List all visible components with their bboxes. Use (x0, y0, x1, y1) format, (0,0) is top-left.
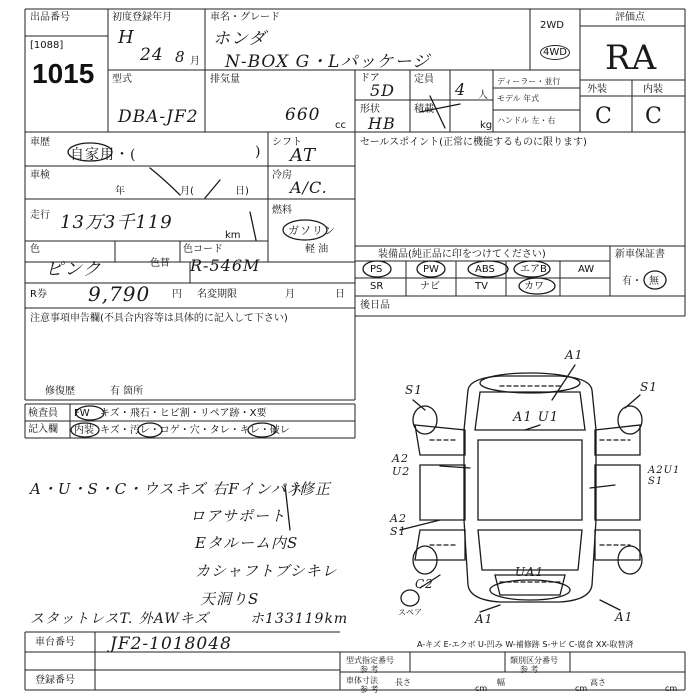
inspection-year: 年 (115, 186, 125, 197)
history-close: ) (255, 144, 262, 160)
diagram-legend: A-キズ E-エクボ U-凹み W-補修跡 S-サビ C-腐食 XX-取替済 (417, 640, 634, 649)
shape-value: HB (368, 114, 396, 133)
model-year-label: モデル 年式 (497, 94, 540, 103)
shape-label: 形状 (360, 104, 380, 115)
color-value: ピンク (45, 259, 102, 280)
type-approval-label: 型式指定番号 (346, 656, 394, 665)
warranty-label: 新車保証書 (615, 249, 665, 260)
type-label: 型式 (112, 74, 132, 85)
int-items: キズ・汚レ・コゲ・穴・タレ・キレ・破レ (100, 425, 290, 436)
capacity-label: 定員 (414, 74, 434, 85)
mark-ua1-roof: UA1 (515, 565, 545, 579)
height-cm: cm (665, 684, 678, 693)
dealer-label: ディーラー・並行 (497, 77, 561, 86)
name-change-month: 月 (285, 289, 295, 300)
history-value: 自家用・( (70, 147, 137, 163)
fuel-diesel: 軽 油 (305, 244, 329, 255)
recycle-value: 9,790 (88, 282, 151, 306)
recycle-unit: 円 (172, 289, 182, 300)
inspection-label: 車検 (30, 170, 50, 181)
mark-s1-tr: S1 (640, 380, 658, 394)
reg-month-unit: 月 (190, 56, 200, 67)
lot-code: [1088] (30, 40, 64, 51)
equip-sr: SR (370, 281, 384, 292)
reg-era: H (118, 27, 135, 48)
equip-tv: TV (475, 281, 488, 292)
mark-a1-top: A1 (565, 348, 584, 362)
name-label: 車名・グレード (210, 12, 280, 23)
equip-ps: PS (370, 264, 383, 275)
type-value: DBA-JF2 (118, 107, 199, 127)
exterior-label: 外装 (587, 84, 607, 95)
load-label: 積載 (414, 104, 434, 115)
grade-label: 評価点 (615, 12, 645, 23)
reg-month: 8 (175, 48, 186, 66)
note-line-4: カシャフトブシキレ (195, 562, 338, 580)
fw-items: キズ・飛石・ヒビ割・リペア跡・X要 (100, 408, 267, 419)
inspection-month: 月( (180, 186, 194, 197)
size-ref: 参 考 (360, 685, 379, 694)
aircon-value: A/C. (290, 178, 328, 197)
mark-c2: C2 (415, 577, 434, 591)
int-label: 内装 (74, 425, 94, 436)
note-line-3: Eタルーム内S (195, 534, 299, 552)
model-grade: N-BOX G・Lパッケージ (225, 52, 431, 72)
fuel-label: 燃料 (272, 205, 292, 216)
notes-label: 注意事項申告欄(不具合内容等は具体的に記入して下さい) (30, 313, 288, 324)
equip-pw: PW (423, 264, 439, 275)
warranty-yes: 有・ (622, 276, 642, 287)
reg-label: 初度登録年月 (112, 12, 172, 23)
repair-value: 有 箇所 (110, 386, 144, 397)
mark-a2u1-right: A2U1 S1 (648, 465, 681, 487)
note-line-2: ロアサポート (190, 507, 287, 525)
exterior-grade: C (595, 104, 613, 129)
mileage-label: 走行 (30, 210, 50, 221)
spare-label: スペア (398, 608, 422, 617)
recycle-label: R券 (30, 289, 47, 300)
doors-value: 5D (370, 81, 396, 100)
fuel-gas: ガソリン (288, 224, 336, 237)
maker: ホンダ (213, 29, 267, 49)
overall-grade: RA (605, 38, 658, 78)
length-cm: cm (475, 684, 488, 693)
lot-number: 1015 (32, 58, 95, 89)
rear-seat-label: 後日品 (360, 300, 390, 311)
size-label: 車体寸法 (346, 676, 378, 685)
name-change-label: 名変期限 (197, 289, 237, 300)
aircon-label: 冷房 (272, 170, 292, 181)
class-ref: 参 考 (520, 665, 539, 674)
note-line-1b: )修正 (292, 480, 331, 498)
sales-point-label: セールスポイント(正常に機能するものに限ります) (360, 137, 587, 148)
interior-label: 内装 (643, 84, 663, 95)
type-approval-ref: 参 考 (360, 665, 379, 674)
equip-kawa: カワ (524, 281, 544, 292)
width-label: 幅 (497, 678, 505, 687)
fw-label: FW (74, 408, 90, 419)
mileage-value: 13万3千119 (60, 212, 173, 233)
lot-label: 出品番号 (30, 12, 70, 23)
note-line-5: 天洞りS (200, 590, 260, 608)
mark-a2u2-left: A2 U2 (392, 452, 411, 478)
displacement-unit: cc (335, 120, 346, 131)
color-code-label: 色コード (183, 244, 223, 255)
width-cm: cm (575, 684, 588, 693)
capacity-value: 4 (455, 80, 467, 99)
load-unit: kg (480, 120, 493, 131)
reg-year: 24 (140, 45, 164, 65)
plate-label: 登録番号 (35, 675, 75, 686)
inspector-label-2: 記入欄 (28, 424, 58, 435)
chassis-value: JF2-1018048 (110, 634, 232, 654)
mark-a1-br: A1 (615, 610, 634, 624)
repair-label: 修復歴 (45, 386, 75, 397)
mark-a2-left-mid: A2 S1 (390, 512, 407, 538)
shift-value: AT (290, 145, 317, 166)
history-label: 車歴 (30, 137, 50, 148)
mark-s1-tl: S1 (405, 383, 423, 397)
color-code-value: R-546M (190, 256, 261, 275)
color-change-label: 色替 (150, 258, 170, 269)
inspector-label-1: 検査員 (28, 408, 58, 419)
drive-4wd: 4WD (540, 45, 570, 60)
equip-navi: ナビ (420, 281, 440, 292)
handle-label: ハンドル 左・右 (497, 116, 556, 125)
warranty-no: 無 (649, 276, 659, 287)
name-change-day: 日 (335, 289, 345, 300)
equip-airbag: エアB (520, 264, 547, 275)
interior-grade: C (645, 104, 663, 129)
capacity-unit: 人 (478, 90, 488, 101)
length-label: 長さ (395, 678, 411, 687)
displacement-label: 排気量 (210, 74, 240, 85)
equip-abs: ABS (475, 264, 495, 275)
equip-aw: AW (578, 264, 595, 275)
class-label: 類別区分番号 (510, 656, 558, 665)
equipment-label: 装備品(純正品に印をつけてください) (378, 249, 546, 260)
shift-label: シフト (272, 137, 302, 148)
inspection-day: 日) (235, 186, 249, 197)
doors-label: ドア (360, 73, 380, 84)
mileage-unit: km (225, 230, 241, 241)
drive-2wd: 2WD (540, 20, 564, 31)
chassis-label: 車台番号 (35, 637, 75, 648)
height-label: 高さ (590, 678, 606, 687)
note-line-1: A・U・S・C・ウスキズ 右Fインパネ (30, 480, 303, 498)
displacement-value: 660 (285, 105, 321, 125)
mark-a1-bl: A1 (475, 612, 494, 626)
color-label: 色 (30, 244, 40, 255)
note-line-6b: ホ133119km (250, 611, 349, 627)
note-line-6: スタットレスT. 外AWキズ (30, 611, 210, 627)
mark-a1u1-hood: A1 U1 (513, 410, 560, 425)
